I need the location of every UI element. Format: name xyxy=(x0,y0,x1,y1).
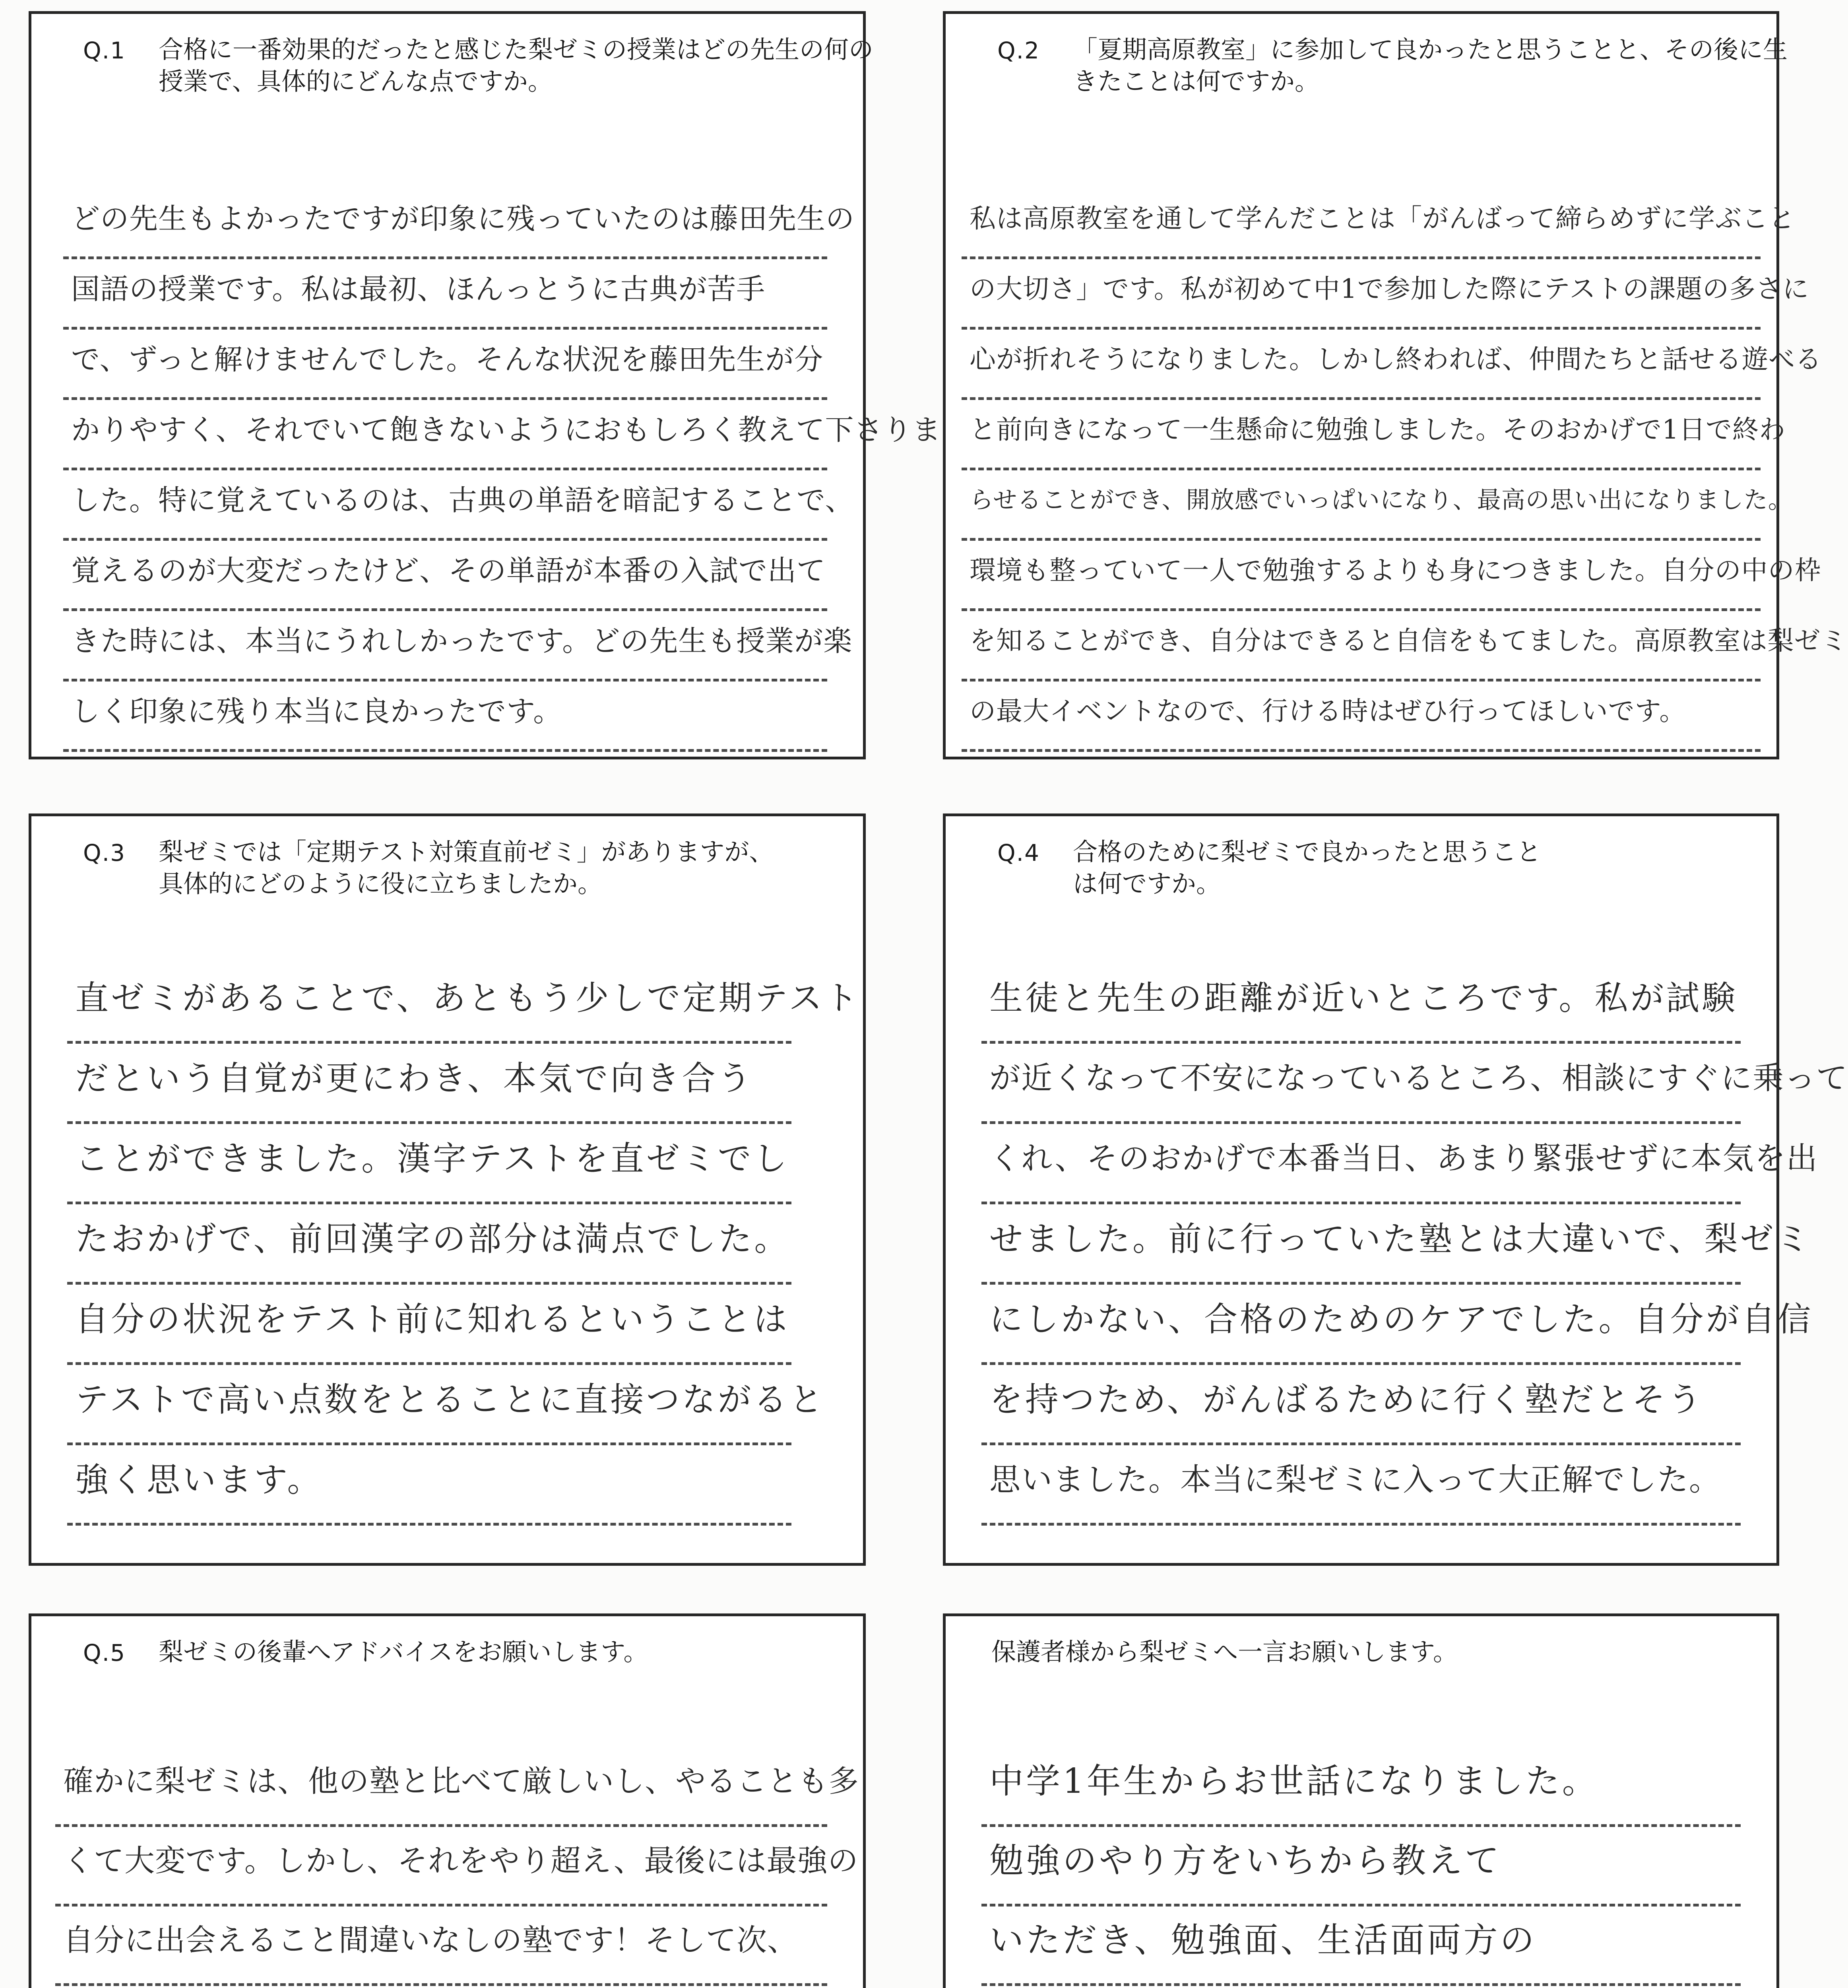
q4-header xyxy=(946,816,1776,912)
q4-question: 合格のために梨ゼミで良かったと思うことは何ですか。 xyxy=(1073,837,1542,898)
q1-line-4: かりやすく、それでいて飽きないようにおもしろく教えて下さりま xyxy=(63,400,827,470)
q3-number: Q.3 xyxy=(83,839,126,866)
parent-line-3: いただき、勉強面、生活面両方の xyxy=(981,1906,1741,1986)
q5-line-1: 確かに梨ゼミは、他の塾と比べて厳しいし、やることも多 xyxy=(55,1747,827,1827)
q1-line-5: した。特に覚えているのは、古典の単語を暗記することで、 xyxy=(63,470,827,541)
q2-line-8: の最大イベントなので、行ける時はぜひ行ってほしいです。 xyxy=(962,681,1761,752)
q3-answer xyxy=(67,963,860,1526)
q2-line-4: と前向きになって一生懸命に勉強しました。そのおかげで1日で終わ xyxy=(962,400,1761,470)
parent-line-4 xyxy=(981,1986,1741,1988)
q1-number: Q.1 xyxy=(83,37,126,64)
q3-line-2: だという自覚が更にわき、本気で向き合う xyxy=(67,1044,791,1124)
q1-line-2: 国語の授業です。私は最初、ほんっとうに古典が苦手 xyxy=(63,259,827,330)
q1-question: 合格に一番効果的だったと感じた梨ゼミの授業はどの先生の何の授業で、具体的にどんな点ですか。 xyxy=(159,35,874,96)
q5-card xyxy=(29,1613,866,1988)
q1-answer xyxy=(63,189,941,752)
q5-line-3: 自分に出会えること間違いなしの塾です！そして次、 xyxy=(55,1906,827,1986)
q2-line-2: の大切さ」です。私が初めて中1で参加した際にテストの課題の多さに xyxy=(962,259,1761,330)
q4-answer xyxy=(981,963,1848,1526)
q3-line-4: たおかげで、前回漢字の部分は満点でした。 xyxy=(67,1204,791,1285)
parent-card xyxy=(943,1613,1779,1988)
q5-answer xyxy=(55,1747,859,1988)
q4-number: Q.4 xyxy=(997,839,1040,866)
q2-answer xyxy=(962,189,1848,752)
parent-question: 保護者様から梨ゼミへ一言お願いします。 xyxy=(991,1637,1458,1666)
q3-line-5: 自分の状況をテスト前に知れるということは xyxy=(67,1285,791,1365)
q5-question: 梨ゼミの後輩へアドバイスをお願いします。 xyxy=(159,1637,648,1666)
q1-line-7: きた時には、本当にうれしかったです。どの先生も授業が楽 xyxy=(63,611,827,681)
parent-header xyxy=(946,1616,1776,1712)
parent-line-2: 勉強のやり方をいちから教えて xyxy=(981,1827,1741,1906)
q1-line-1: どの先生もよかったですが印象に残っていたのは藤田先生の xyxy=(63,189,827,259)
q2-question: 「夏期高原教室」に参加して良かったと思うことと、その後に生きたことは何ですか。 xyxy=(1073,35,1788,96)
q4-line-3: くれ、そのおかげで本番当日、あまり緊張せずに本気を出 xyxy=(981,1124,1741,1204)
q2-line-1: 私は高原教室を通して学んだことは「がんばって締らめずに学ぶこと xyxy=(962,189,1761,259)
q1-line-3: で、ずっと解けませんでした。そんな状況を藤田先生が分 xyxy=(63,330,827,400)
q2-card xyxy=(943,11,1848,759)
q4-line-6: を持つため、がんばるために行く塾だとそう xyxy=(981,1365,1741,1445)
q1-card xyxy=(29,11,941,759)
q4-line-2: が近くなって不安になっているところ、相談にすぐに乗って xyxy=(981,1044,1741,1124)
q1-line-8: しく印象に残り本当に良かったです。 xyxy=(63,681,827,752)
q3-header xyxy=(31,816,863,912)
q4-line-5: にしかない、合格のためのケアでした。自分が自信 xyxy=(981,1285,1741,1365)
q4-line-7: 思いました。本当に梨ゼミに入って大正解でした。 xyxy=(981,1445,1741,1526)
q2-line-6: 環境も整っていて一人で勉強するよりも身につきました。自分の中の枠 xyxy=(962,541,1761,611)
q2-line-3: 心が折れそうになりました。しかし終われば、仲間たちと話せる遊べる xyxy=(962,330,1761,400)
q3-line-3: ことができました。漢字テストを直ゼミでし xyxy=(67,1124,791,1204)
q4-line-1: 生徒と先生の距離が近いところです。私が試験 xyxy=(981,963,1741,1044)
q2-number: Q.2 xyxy=(997,37,1040,64)
q2-header xyxy=(946,14,1788,109)
q4-card xyxy=(943,813,1848,1566)
q3-line-6: テストで高い点数をとることに直接つながると xyxy=(67,1365,791,1445)
q3-question: 梨ゼミでは「定期テスト対策直前ゼミ」がありますが、具体的にどのように役に立ちましたか。 xyxy=(159,837,774,898)
q1-line-6: 覚えるのが大変だったけど、その単語が本番の入試で出て xyxy=(63,541,827,611)
q3-line-1: 直ゼミがあることで、あともう少しで定期テスト xyxy=(67,963,791,1044)
q5-header xyxy=(31,1616,863,1712)
parent-line-1: 中学1年生からお世話になりました。 xyxy=(981,1747,1741,1827)
q3-line-7: 強く思います。 xyxy=(67,1445,791,1526)
q2-line-5: らせることができ、開放感でいっぱいになり、最高の思い出になりました。 xyxy=(962,470,1761,541)
q1-header xyxy=(31,14,874,109)
q5-line-2: くて大変です。しかし、それをやり超え、最後には最強の xyxy=(55,1827,827,1906)
q5-line-4 xyxy=(55,1986,827,1988)
q5-number: Q.5 xyxy=(83,1639,126,1666)
q4-line-4: せました。前に行っていた塾とは大違いで、梨ゼミ xyxy=(981,1204,1741,1285)
q3-card xyxy=(29,813,866,1566)
q2-line-7: を知ることができ、自分はできると自信をもてました。高原教室は梨ゼミ xyxy=(962,611,1761,681)
parent-answer xyxy=(981,1747,1741,1988)
